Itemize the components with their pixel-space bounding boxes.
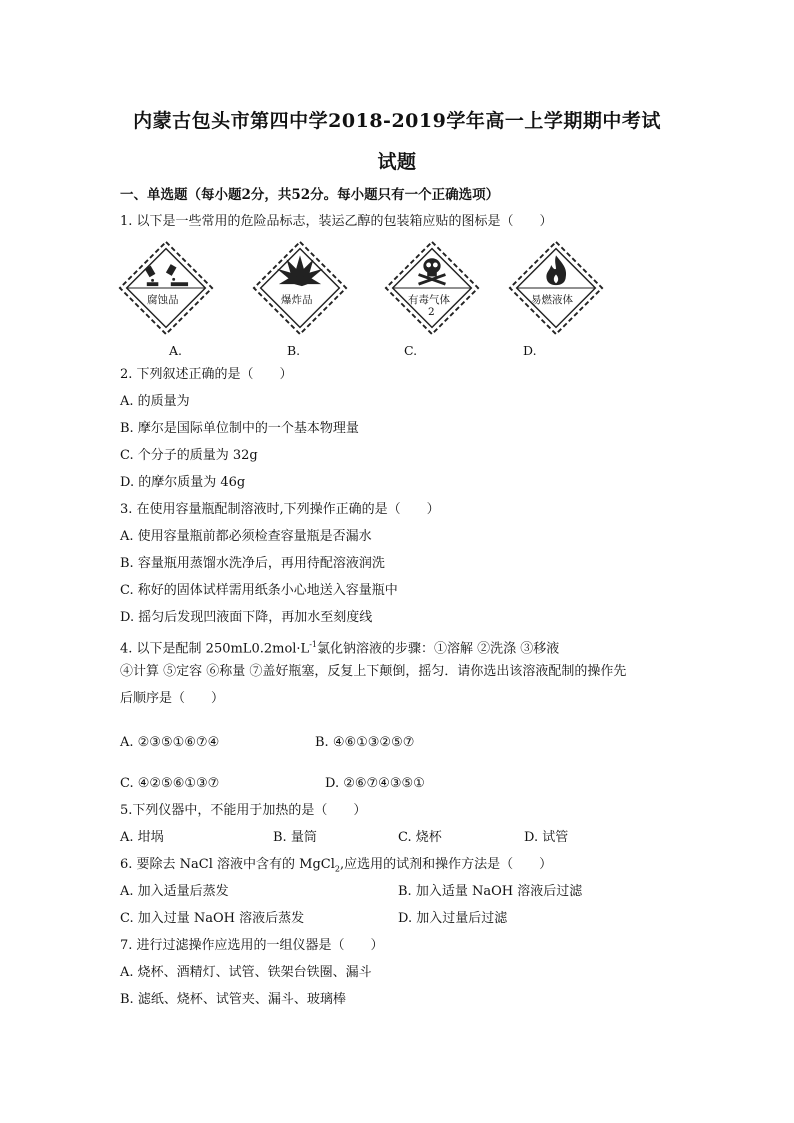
question-7-option-b: B. 滤纸、烧杯、试管夹、漏斗、玻璃棒 [120, 992, 346, 1007]
question-5-option-b: B. 量筒 [273, 830, 317, 845]
question-5-option-c: C. 烧杯 [398, 830, 442, 845]
option-a-label: A. [169, 343, 183, 358]
question-6-stem-post: ,应选用的试剂和操作方法是（ ） [340, 857, 553, 872]
question-6-option-c: C. 加入过量 NaOH 溶液后蒸发 [120, 911, 305, 926]
question-2-option-b: B. 摩尔是国际单位制中的一个基本物理量 [120, 421, 359, 436]
question-4-option-c: C. ④②⑤⑥①③⑦ [120, 776, 220, 791]
question-2-option-a: A. 的质量为 [120, 394, 190, 409]
question-1-stem: 1. 以下是一些常用的危险品标志，装运乙醇的包装箱应贴的图标是（ ） [120, 214, 553, 229]
option-c-label: C. [404, 343, 418, 358]
question-4-option-b: B. ④⑥①③②⑤⑦ [315, 735, 415, 750]
question-4-stem-pre: 4. 以下是配制 250mL0.2mol·L [120, 641, 310, 657]
question-2-option-d: D. 的摩尔质量为 46g [120, 475, 246, 490]
sign-label-toxic-gas: 有毒气体 [408, 294, 450, 306]
question-6-stem [120, 857, 552, 878]
flammable-liquid-sign-icon [508, 240, 604, 336]
sign-class-number: 2 [428, 306, 435, 318]
sign-label-corrosive: 腐蚀品 [147, 294, 179, 306]
question-4-option-d: D. ②⑥⑦④③⑤① [325, 776, 425, 791]
explosive-sign-icon [252, 240, 348, 336]
question-4-stem-superscript: -1 [309, 640, 317, 649]
sign-label-flammable-liquid: 易燃液体 [531, 294, 573, 306]
question-3-option-b: B. 容量瓶用蒸馏水洗净后，再用待配溶液润洗 [120, 556, 385, 571]
sign-label-explosive: 爆炸品 [281, 294, 313, 306]
question-3-option-d: D. 摇匀后发现凹液面下降，再加水至刻度线 [120, 610, 373, 625]
question-7-stem: 7. 进行过滤操作应选用的一组仪器是（ ） [120, 938, 384, 953]
question-4-stem-line2: ④计算 ⑤定容 ⑥称量 ⑦盖好瓶塞，反复上下颠倒，摇匀．请你选出该溶液配制的操作先 [120, 664, 627, 679]
question-5-option-d: D. 试管 [524, 830, 569, 845]
question-3-option-c: C. 称好的固体试样需用纸条小心地送入容量瓶中 [120, 583, 398, 598]
question-7-option-a: A. 烧杯、酒精灯、试管、铁架台铁圈、漏斗 [120, 965, 372, 980]
question-6-stem-pre: 6. 要除去 NaCl 溶液中含有的 MgCl [120, 857, 335, 872]
question-2-stem: 2. 下列叙述正确的是（ ） [120, 367, 293, 382]
question-5-option-a: A. 坩埚 [120, 830, 164, 845]
question-4-stem-post: 氯化钠溶液的步骤：①溶解 ②洗涤 ③移液 [317, 641, 560, 657]
question-3-stem: 3. 在使用容量瓶配制溶液时,下列操作正确的是（ ） [120, 502, 440, 517]
toxic-gas-sign-icon [384, 240, 480, 336]
corrosive-sign-icon [118, 240, 214, 336]
question-6-option-b: B. 加入适量 NaOH 溶液后过滤 [398, 884, 583, 899]
question-4-option-a: A. ②③⑤①⑥⑦④ [120, 735, 220, 750]
option-b-label: B. [287, 343, 301, 358]
section-heading: 一、单选题（每小题2分，共52分。每小题只有一个正确选项） [120, 187, 500, 203]
page-title: 内蒙古包头市第四中学2018-2019学年高一上学期期中考试 [133, 110, 661, 132]
question-5-stem: 5.下列仪器中，不能用于加热的是（ ） [120, 803, 367, 818]
page-title-continued: 试题 [377, 151, 417, 173]
question-2-option-c: C. 个分子的质量为 32g [120, 448, 258, 463]
option-d-label: D. [523, 343, 537, 358]
question-4-stem [120, 637, 559, 657]
question-3-option-a: A. 使用容量瓶前都必须检查容量瓶是否漏水 [120, 529, 372, 544]
question-6-option-d: D. 加入过量后过滤 [398, 911, 508, 926]
question-4-stem-line3: 后顺序是（ ） [120, 691, 225, 706]
question-6-option-a: A. 加入适量后蒸发 [120, 884, 229, 899]
question-6-stem-subscript: 2 [334, 864, 340, 874]
